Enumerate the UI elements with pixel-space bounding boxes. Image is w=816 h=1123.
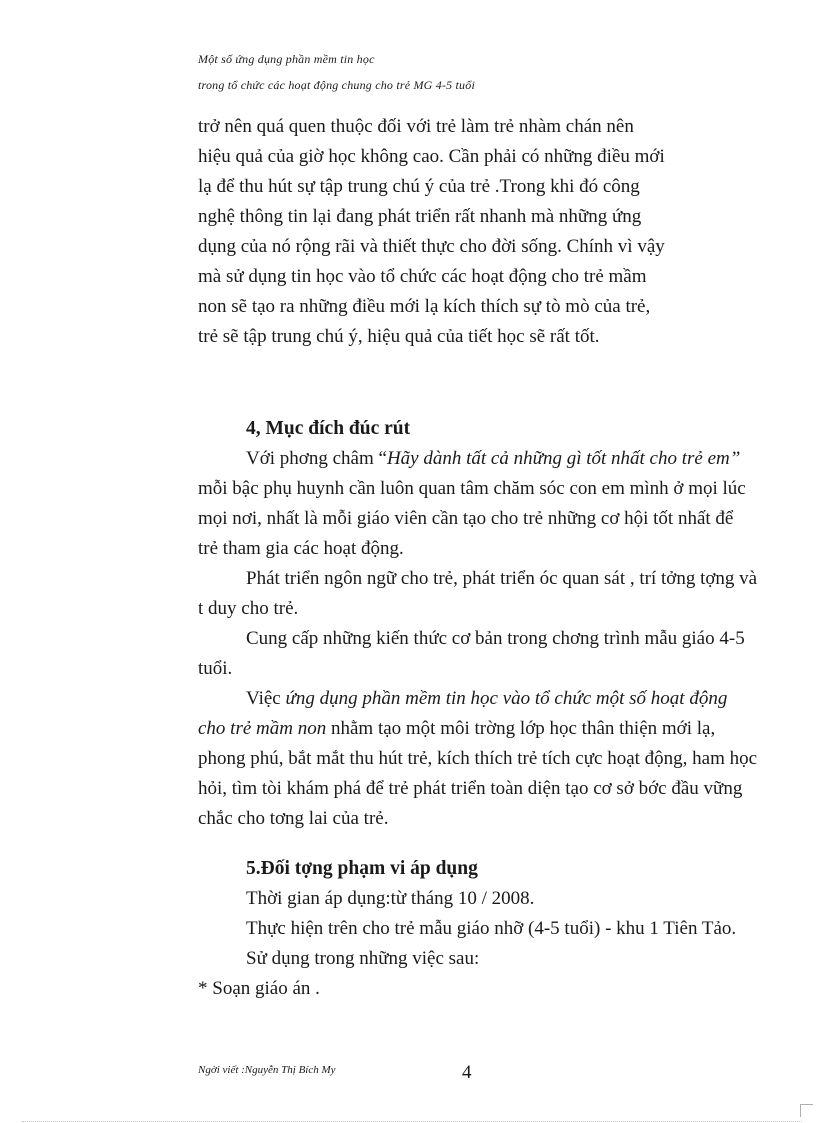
quote-text: Hãy dành tất cả những gì tốt nhất cho trẻ em” <box>386 448 741 469</box>
paragraph-text: nhằm tạo một môi trờng lớp học thân thiện mới lạ, phong phú, bắt mắt thu hút trẻ, kích thích trẻ tích cực hoạt động, ham học hỏi, tìm tòi khám phá để trẻ phát triển toàn diện tạo cơ sở bớc đầu vững chắc cho tơng lai của trẻ. <box>198 718 758 829</box>
intro-line: mà sử dụng tin học vào tổ chức các hoạt động cho trẻ mầm <box>198 266 647 287</box>
section-spacer <box>198 352 758 414</box>
section-5-heading: 5.Đối tợng phạm vi áp dụng <box>246 858 478 879</box>
section-5-paragraph-1: Thời gian áp dụng:từ tháng 10 / 2008. <box>246 888 535 909</box>
paragraph-text: Với phơng châm “ <box>246 448 387 469</box>
intro-line: trẻ sẽ tập trung chú ý, hiệu quả của tiết học sẽ rất tốt. <box>198 326 600 347</box>
intro-line: hiệu quả của giờ học không cao. Cần phải có những điều mới <box>198 146 665 167</box>
header-line-1: Một số ứng dụng phần mềm tin học <box>198 52 375 66</box>
intro-line: trở nên quá quen thuộc đối với trẻ làm trẻ nhàm chán nên <box>198 116 634 137</box>
intro-line: lạ để thu hút sự tập trung chú ý của trẻ .Trong khi đó công <box>198 176 640 197</box>
page-corner-mark <box>800 1104 813 1117</box>
page-header <box>198 46 618 98</box>
paragraph-text: mỗi bậc phụ huynh cần luôn quan tâm chăm sóc con em mình ở mọi lúc mọi nơi, nhất là mỗi giáo viên cần tạo cho trẻ những cơ hội tốt nhất để trẻ tham gia các hoạt động. <box>198 478 746 559</box>
section-spacer <box>198 834 758 854</box>
document-body <box>198 112 758 1004</box>
header-line-2: trong tổ chức các hoạt động chung cho trẻ MG 4-5 tuổi <box>198 78 475 92</box>
intro-line: dụng của nó rộng rãi và thiết thực cho đời sống. Chính vì vậy <box>198 236 665 257</box>
section-4-paragraph-1 <box>198 444 758 564</box>
section-4-paragraph-4 <box>198 684 758 834</box>
bullet-item: * Soạn giáo án . <box>198 978 320 999</box>
section-4-paragraph-3: Cung cấp những kiến thức cơ bản trong chơng trình mẫu giáo 4-5 tuổi. <box>198 628 745 679</box>
footer-author: Ngời viết :Nguyễn Thị Bích My <box>198 1064 336 1076</box>
paragraph-text: Việc <box>246 688 286 709</box>
section-4-paragraph-2: Phát triển ngôn ngữ cho trẻ, phát triển óc quan sát , trí tởng tợng và t duy cho trẻ. <box>198 568 758 619</box>
emphasis-text: ứng dụng phần mềm tin học vào tổ chức một số hoạt động cho trẻ mầm non <box>198 688 728 739</box>
intro-line: nghệ thông tin lại đang phát triển rất nhanh mà những ứng <box>198 206 642 227</box>
intro-line: non sẽ tạo ra những điều mới lạ kích thích sự tò mò của trẻ, <box>198 296 651 317</box>
section-4-heading: 4, Mục đích đúc rút <box>246 418 411 439</box>
section-5-paragraph-3: Sử dụng trong những việc sau: <box>246 948 480 969</box>
intro-paragraph <box>198 112 758 352</box>
page-number: 4 <box>462 1062 472 1083</box>
section-5-paragraph-2: Thực hiện trên cho trẻ mẫu giáo nhỡ (4-5 tuổi) - khu 1 Tiên Tảo. <box>246 918 737 939</box>
page-bottom-divider <box>22 1121 802 1122</box>
